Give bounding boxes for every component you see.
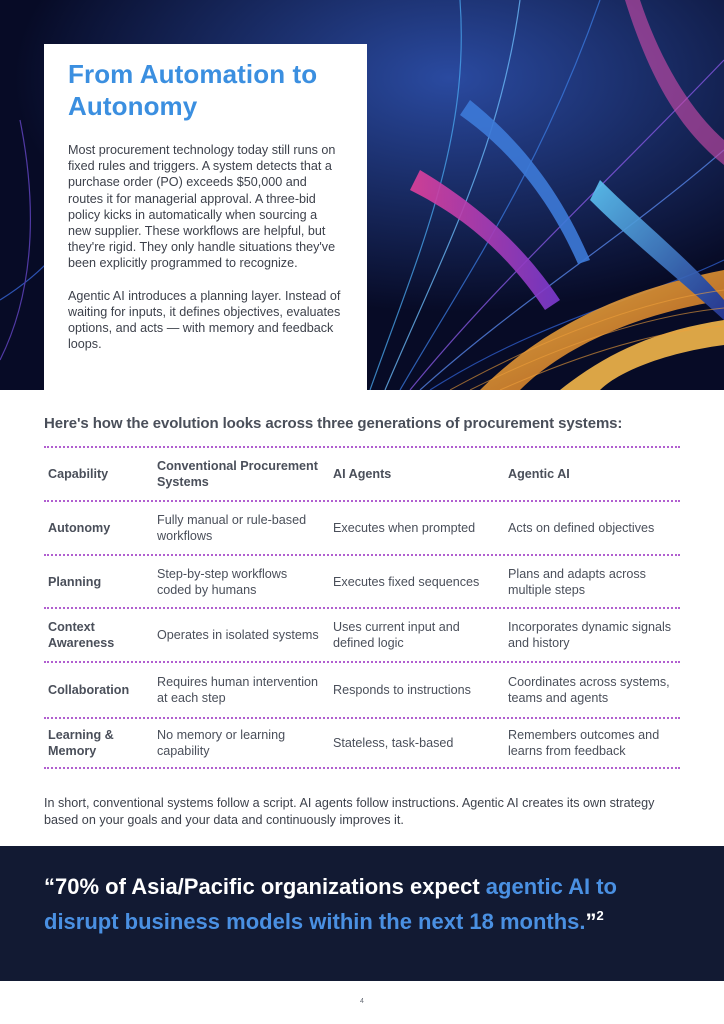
table-cell: Executes when prompted: [333, 521, 476, 535]
table-cell: Incorporates dynamic signals and history: [508, 620, 672, 650]
table-cell: Operates in isolated systems: [157, 628, 319, 642]
table-cell: Uses current input and defined logic: [333, 620, 460, 650]
summary-paragraph: In short, conventional systems follow a script. AI agents follow instructions. Agentic AI creates its own strategy based on your goals and your data and continuously improves it.: [44, 796, 655, 827]
quote-highlight: agentic AI to disrupt business models within the next 18 months.: [44, 874, 617, 934]
quote-text: “70% of Asia/Pacific organizations expect: [44, 874, 486, 899]
table-cell: Step-by-step workflows coded by humans: [157, 566, 288, 597]
capability-cell: Planning: [48, 574, 102, 589]
evolution-heading: Here's how the evolution looks across three generations of procurement systems:: [44, 415, 623, 432]
table-row: [44, 717, 680, 769]
table-row: [44, 661, 680, 717]
table-cell: Stateless, task-based: [333, 736, 454, 750]
capability-cell: Autonomy: [48, 521, 111, 535]
quote-close: ”: [585, 908, 597, 934]
table-row: [44, 554, 680, 607]
intro-card: [44, 44, 367, 390]
table-cell: Coordinates across systems, teams and agents: [508, 675, 670, 705]
header-conventional: Conventional Procurement Systems: [157, 459, 318, 489]
table-row: [44, 607, 680, 661]
header-agentic-ai: Agentic AI: [508, 467, 570, 481]
table-cell: Plans and adapts across multiple steps: [508, 566, 646, 597]
table-row: [44, 500, 680, 554]
header-ai-agents: AI Agents: [333, 467, 392, 481]
table-header-row: [44, 446, 680, 500]
header-capability: Capability: [48, 467, 109, 481]
intro-paragraph-2: Agentic AI introduces a planning layer. Instead of waiting for inputs, it defines objectives, evaluates options, and acts — with memory and feedback loops.: [68, 288, 341, 352]
pull-quote: [44, 873, 644, 936]
table-cell: Executes fixed sequences: [333, 574, 480, 589]
page-title: From Automation to Autonomy: [68, 59, 318, 121]
capability-cell: Context Awareness: [48, 620, 115, 650]
table-cell: Remembers outcomes and learns from feedback: [508, 728, 660, 758]
table-cell: Fully manual or rule-based workflows: [157, 513, 307, 543]
capability-cell: Collaboration: [48, 683, 130, 697]
comparison-table: [44, 446, 680, 769]
intro-paragraph-1: Most procurement technology today still runs on fixed rules and triggers. A system detects that a purchase order (PO) exceeds $50,000 and routes it for managerial approval. A three-bid policy kicks in automatically when sourcing a new supplier. These workflows are helpful, but they're rigid. They only handle situations they've been explicitly programmed to recognize.: [68, 143, 336, 271]
capability-cell: Learning & Memory: [48, 728, 114, 758]
quote-band: [0, 846, 724, 981]
table-cell: No memory or learning capability: [157, 728, 286, 758]
table-cell: Responds to instructions: [333, 683, 471, 697]
table-cell: Requires human intervention at each step: [157, 675, 319, 705]
page-number: 4: [360, 998, 364, 1005]
table-cell: Acts on defined objectives: [508, 521, 655, 535]
footnote-marker: 2: [596, 907, 604, 923]
